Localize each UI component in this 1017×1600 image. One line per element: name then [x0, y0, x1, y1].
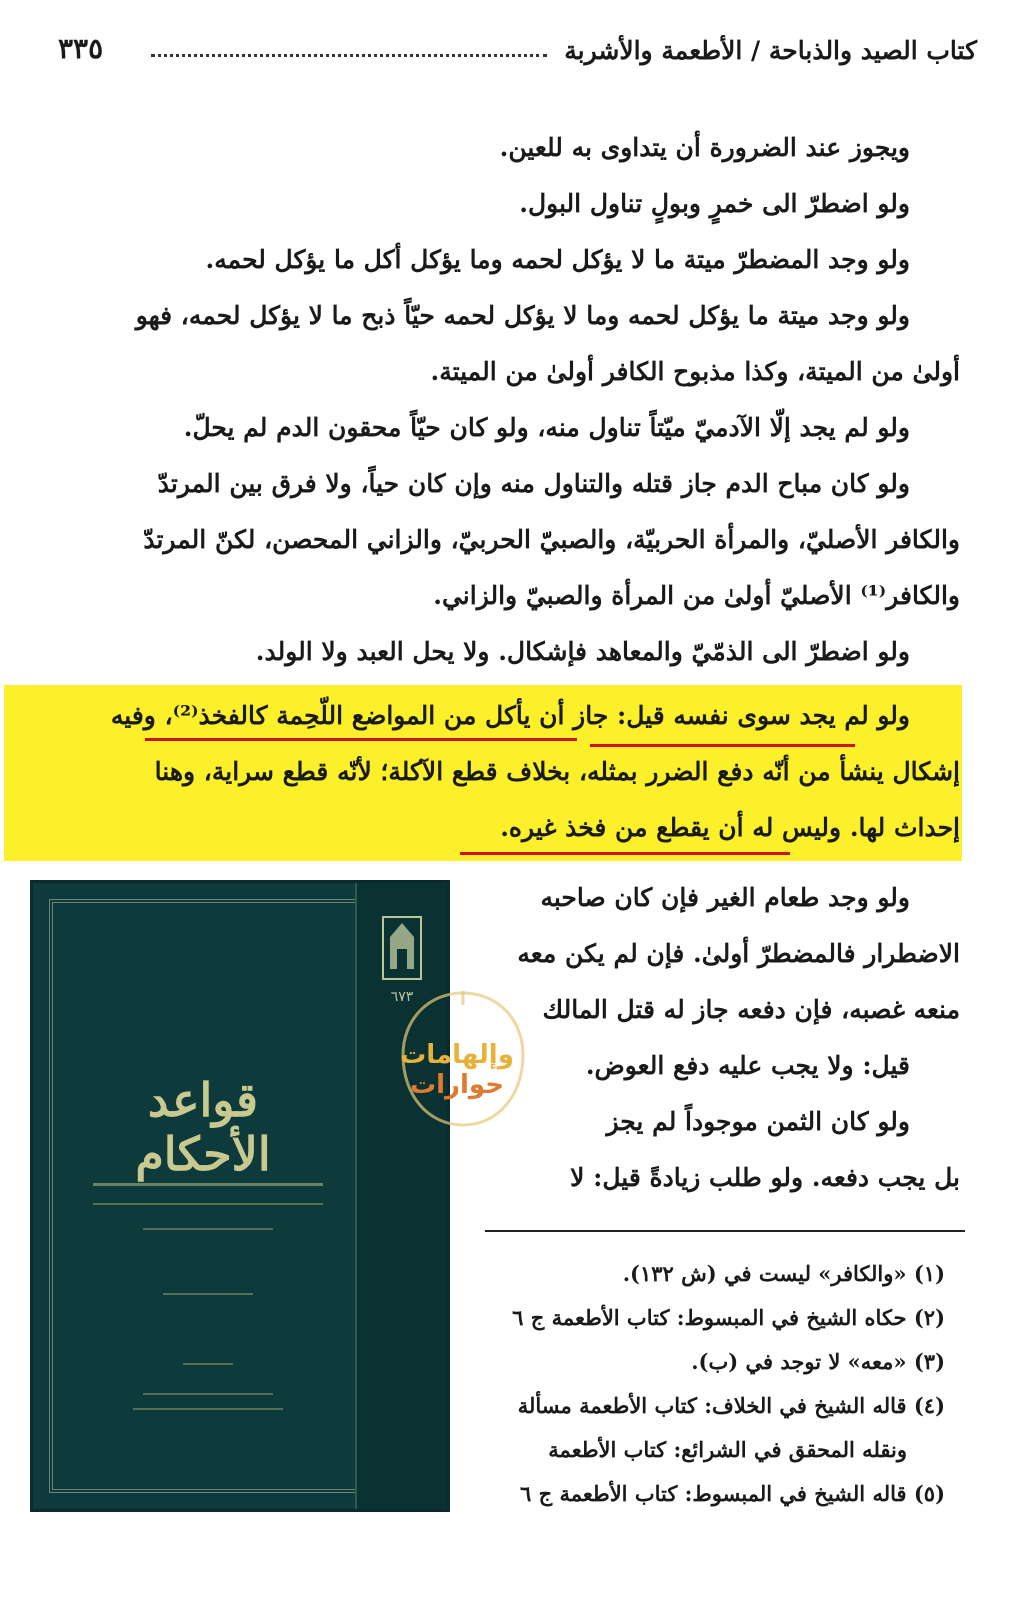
footnote: ونقله المحقق في الشرائع: كتاب الأطعمة	[548, 1437, 907, 1462]
watermark-line: وإلهامات	[400, 1040, 514, 1070]
text-line: ولو اضطرّ الى الذمّيّ والمعاهد فإشكال. ولا يحل العبد ولا الولد.	[255, 637, 910, 666]
text-line: قيل: ولا يجب عليه دفع العوض.	[585, 1051, 910, 1080]
watermark-line: حوارات	[410, 1070, 504, 1100]
text-line: ويجوز عند الضرورة أن يتداوى به للعين.	[499, 133, 910, 162]
dotted-leader	[151, 54, 547, 57]
cover-text-line	[133, 1408, 283, 1410]
cover-text-line	[143, 1393, 273, 1395]
text-line: ولو اضطرّ الى خمرٍ وبولٍ تناول البول.	[519, 189, 910, 218]
footnote: (٥) قاله الشيخ في المبسوط: كتاب الأطعمة ج ٦	[520, 1481, 945, 1506]
text-line-highlighted: إشكال ينشأ من أنّه دفع الضرر بمثله، بخلاف قطع الآكلة؛ لأنّه قطع سراية، وهنا	[154, 757, 960, 786]
cover-text-line	[143, 1228, 273, 1230]
text-line: منعه غصبه، فإن دفعه جاز له قتل المالك	[542, 995, 960, 1024]
text-line: والكافر الأصليّ، والمرأة الحربيّة، والصبيّ الحربيّ، والزاني المحصن، لكنّ المرتدّ	[143, 525, 960, 554]
footnote: (٤) قاله الشيخ في الخلاف: كتاب الأطعمة مسألة	[517, 1393, 945, 1418]
text-line: ولو وجد ميتة ما يؤكل لحمه وما لا يؤكل لحمه حيّاً ذبح ما لا يؤكل لحمه، فهو	[135, 301, 910, 330]
emblem-icon	[379, 913, 425, 983]
text-line: ولو وجد طعام الغير فإن كان صاحبه	[540, 883, 910, 912]
cover-text-line	[163, 1293, 253, 1295]
text-line: ولو كان الثمن موجوداً لم يجز	[606, 1107, 910, 1136]
cover-text-line	[183, 1363, 233, 1365]
text-line-highlighted: إحداث لها. وليس له أن يقطع من فخذ غيره.	[500, 813, 960, 842]
spine-number: ٦٧٣	[390, 989, 414, 1005]
text-line: ولو لم يجد إلّا الآدميّ ميّتاً تناول منه، ولو كان حيّاً محقون الدم لم يحلّ.	[183, 413, 910, 442]
running-title: كتاب الصيد والذباحة / الأطعمة والأشربة	[564, 36, 977, 65]
text-line: بل يجب دفعه. ولو طلب زيادةً قيل: لا	[570, 1163, 960, 1192]
cover-text-line	[93, 1183, 323, 1186]
cover-text-line	[93, 1203, 323, 1205]
red-underline	[460, 852, 790, 855]
text-line: الاضطرار فالمضطرّ أولىٰ. فإن لم يكن معه	[517, 939, 960, 968]
footnote: (١) «والكافر» ليست في (ش ١٣٢).	[622, 1261, 945, 1286]
text-line: ولو كان مباح الدم جاز قتله والتناول منه وإن كان حياً، ولا فرق بين المرتدّ	[157, 469, 910, 498]
text-line: والكافر⁽¹⁾ الأصليّ أولىٰ من المرأة والصبيّ والزاني.	[433, 581, 960, 610]
page-number: ٣٣٥	[58, 32, 104, 65]
text-line-highlighted: ولو لم يجد سوى نفسه قيل: جاز أن يأكل من المواضع اللّحِمة كالفخذ⁽²⁾، وفيه	[110, 701, 910, 730]
page-header	[36, 28, 977, 76]
footnote: (٢) حكاه الشيخ في المبسوط: كتاب الأطعمة ج ٦	[512, 1305, 945, 1330]
book-spine	[355, 883, 447, 1509]
book-cover-image	[30, 880, 450, 1512]
text-line: ولو وجد المضطرّ ميتة ما لا يؤكل لحمه وما يؤكل أكل ما يؤكل لحمه.	[205, 245, 910, 274]
text-line: أولىٰ من الميتة، وكذا مذبوح الكافر أولىٰ من الميتة.	[430, 357, 960, 386]
footnote-separator	[485, 1230, 965, 1232]
book-title: قواعد الأحكام	[135, 1073, 271, 1181]
red-underline	[145, 738, 577, 741]
red-underline	[590, 744, 855, 747]
footnote: (٣) «معه» لا توجد في (ب).	[691, 1349, 945, 1374]
watermark-text	[392, 1040, 522, 1100]
